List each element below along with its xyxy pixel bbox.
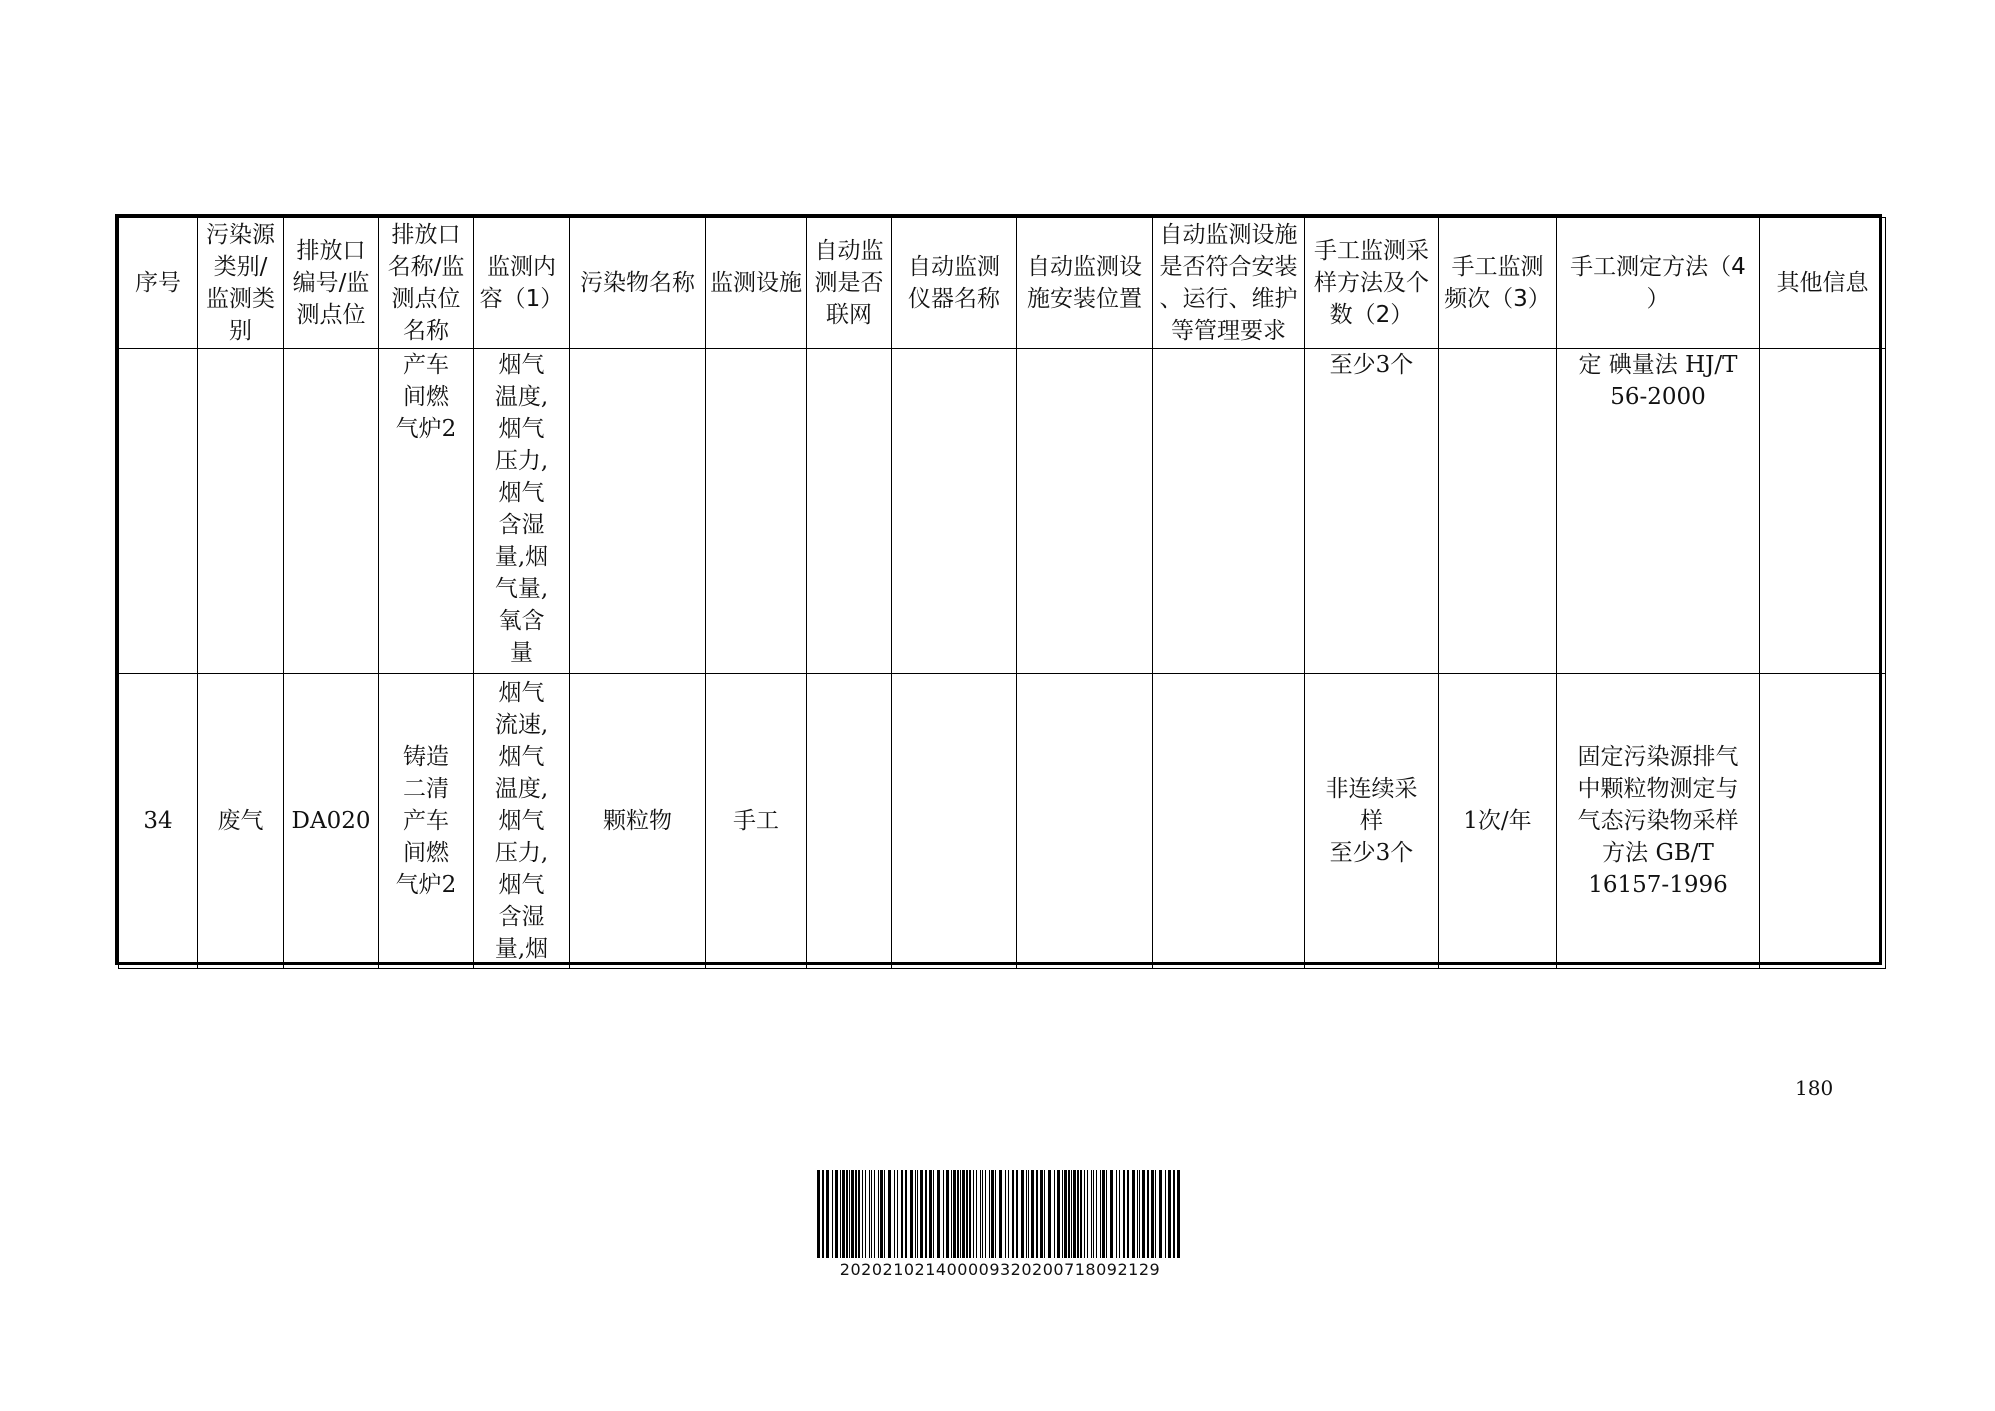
barcode-number: 20202102140000932020071809212​9 <box>839 1260 1161 1279</box>
table-row <box>119 349 1886 674</box>
cell-other <box>1760 349 1886 674</box>
cell-seq: 34 <box>119 674 198 969</box>
cell-content: 烟气 流速, 烟气 温度, 烟气 压力, 烟气 含湿 量,烟 <box>474 674 570 969</box>
cell-frequency <box>1439 349 1557 674</box>
barcode-image <box>817 1170 1181 1258</box>
page-number: 180 <box>1795 1076 1834 1100</box>
header-cell: 其他信息 <box>1760 218 1886 349</box>
header-cell: 自动监测 仪器名称 <box>892 218 1017 349</box>
header-cell: 排放口 名称/监 测点位 名称 <box>379 218 474 349</box>
cell-install-location <box>1017 349 1153 674</box>
cell-outlet-name: 铸造 二清 产车 间燃 气炉2 <box>379 674 474 969</box>
header-cell: 污染物名称 <box>570 218 706 349</box>
cell-compliance <box>1153 674 1305 969</box>
header-cell: 手工测定方法（4 ） <box>1557 218 1760 349</box>
cell-compliance <box>1153 349 1305 674</box>
header-cell: 序号 <box>119 218 198 349</box>
cell-pollutant <box>570 349 706 674</box>
cell-facility <box>706 349 807 674</box>
cell-manual-sampling: 非连续采 样 至少3个 <box>1305 674 1439 969</box>
cell-outlet-id <box>284 349 379 674</box>
header-cell: 自动监测设 施安装位置 <box>1017 218 1153 349</box>
cell-category <box>198 349 284 674</box>
header-cell: 排放口 编号/监 测点位 <box>284 218 379 349</box>
cell-facility: 手工 <box>706 674 807 969</box>
cell-method: 固定污染源排气 中颗粒物测定与 气态污染物采样 方法 GB/T 16157-1996 <box>1557 674 1760 969</box>
cell-frequency: 1次/年 <box>1439 674 1557 969</box>
table-header-row <box>119 218 1886 349</box>
cell-networked <box>807 674 892 969</box>
cell-outlet-name: 产车 间燃 气炉2 <box>379 349 474 674</box>
cell-category: 废气 <box>198 674 284 969</box>
cell-seq <box>119 349 198 674</box>
header-cell: 监测设施 <box>706 218 807 349</box>
cell-instrument <box>892 349 1017 674</box>
cell-outlet-id: DA020 <box>284 674 379 969</box>
header-cell: 手工监测采 样方法及个 数（2） <box>1305 218 1439 349</box>
header-cell: 监测内 容（1） <box>474 218 570 349</box>
header-cell: 手工监测 频次（3） <box>1439 218 1557 349</box>
cell-content: 烟气 温度, 烟气 压力, 烟气 含湿 量,烟 气量, 氧含 量 <box>474 349 570 674</box>
cell-manual-sampling: 至少3个 <box>1305 349 1439 674</box>
header-cell: 自动监 测是否 联网 <box>807 218 892 349</box>
table-row <box>119 674 1886 969</box>
cell-pollutant: 颗粒物 <box>570 674 706 969</box>
cell-method: 定 碘量法 HJ/T 56-2000 <box>1557 349 1760 674</box>
cell-networked <box>807 349 892 674</box>
cell-other <box>1760 674 1886 969</box>
cell-instrument <box>892 674 1017 969</box>
header-cell: 自动监测设施 是否符合安装 、运行、维护 等管理要求 <box>1153 218 1305 349</box>
monitoring-table <box>118 217 1886 969</box>
header-cell: 污染源 类别/ 监测类 别 <box>198 218 284 349</box>
monitoring-table-container <box>115 214 1882 965</box>
cell-install-location <box>1017 674 1153 969</box>
